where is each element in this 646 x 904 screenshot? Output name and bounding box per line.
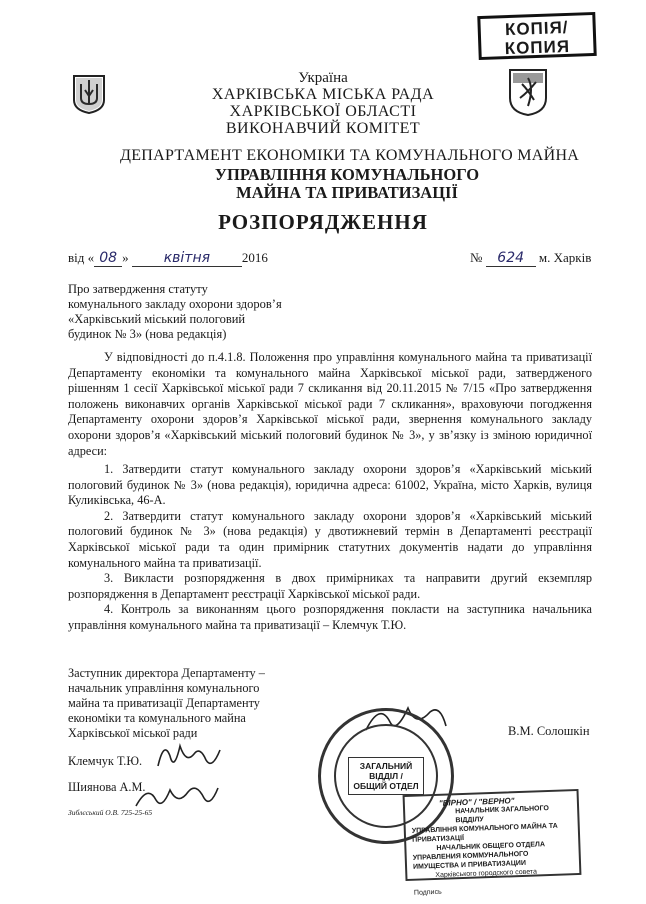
date-sep: » <box>122 250 129 265</box>
seal-line: ВІДДІЛ / <box>369 771 403 781</box>
item-1: 1. Затвердити статут комунального закладу охорони здоров’я «Харківський міський пологовий будинок № 3» (нова редакція), юридична адреса: 61002, Україна, місто Харків, вулиця Куликівська, 46-А. <box>68 462 592 508</box>
copy-stamp <box>477 12 596 60</box>
document-number <box>470 250 591 267</box>
stamp-line: НАЧАЛЬНИК ЗАГАЛЬНОГО ВІДДІЛУ <box>455 805 549 825</box>
document-subject <box>68 282 282 342</box>
item-4: 4. Контроль за виконанням цього розпорядження покласти на заступника начальника управління комунального майна та приватизації – Клемчук Т.Ю. <box>68 602 592 632</box>
subject-line: «Харківський міський пологовий <box>68 312 246 326</box>
executor-info: Зиблєський О.В. 725-25-65 <box>68 808 153 817</box>
header-department: ДЕПАРТАМЕНТ ЕКОНОМІКИ ТА КОМУНАЛЬНОГО МАЙНА <box>120 147 580 164</box>
header-management: УПРАВЛІННЯ КОМУНАЛЬНОГО МАЙНА ТА ПРИВАТИЗАЦІЇ <box>214 165 480 202</box>
item-3: 3. Викласти розпорядження в двох примірниках та направити другий екземпляр розпорядження в Департамент реєстрації Харківської міської ради. <box>68 571 592 601</box>
signatory-name: В.М. Солошкін <box>508 724 590 738</box>
signature-shyianova-icon <box>132 778 222 814</box>
date-prefix: від « <box>68 250 95 265</box>
number-city: м. Харків <box>538 250 592 265</box>
stamp-line: НАЧАЛЬНИК ОБЩЕГО ОТДЕЛА <box>436 841 546 852</box>
stamp-line: УПРАВЛЕНИЯ КОММУНАЛЬНОГО ИМУЩЕСТВА И ПРИВАТИЗАЦИИ <box>412 850 529 871</box>
verification-stamp <box>403 789 582 897</box>
seal-line: ОБЩИЙ ОТДЕЛ <box>353 781 419 791</box>
preamble-text: У відповідності до п.4.1.8. Положення про управління комунального майна та приватизації Департаменту економіки та комунального майна Харківської міської ради, затвердженого рішенням 1 сесії Харківської міської ради 7 скликання від 20.11.2015 № 7/15 «Про затвердження положень виконавчих органів Харківської міської ради 7 скликання», враховуючи погодження Департаменту охорони здоров’я Харківської міської ради, звернення комунального закладу охорони здоров’я «Харківський міський пологовий будинок № 3», у зв’язку із зміною юридичної адреси: <box>68 350 592 458</box>
stamp-line: Харківського городского совета <box>435 868 538 879</box>
approval-shyianova: Шиянова А.М. <box>68 780 146 794</box>
position-line: майна та приватизації Департаменту <box>68 696 260 710</box>
header-council: ХАРКІВСЬКА МІСЬКА РАДА <box>211 86 435 103</box>
date-day: 08 <box>94 250 122 267</box>
document-title: РОЗПОРЯДЖЕННЯ <box>218 210 428 234</box>
header-region: ХАРКІВСЬКОЇ ОБЛАСТІ <box>229 103 417 120</box>
header-committee: ВИКОНАВЧИЙ КОМІТЕТ <box>225 120 421 137</box>
document-preamble <box>68 350 592 459</box>
signature-klemchuk-icon <box>150 736 230 776</box>
approval-klemchuk: Клемчук Т.Ю. <box>68 754 143 768</box>
position-line: начальник управління комунального <box>68 681 260 695</box>
header-country: Україна <box>298 70 348 86</box>
position-line: економіки та комунального майна <box>68 711 246 725</box>
position-line: Харківської міської ради <box>68 726 198 740</box>
date-month: квітня <box>132 250 242 267</box>
number-prefix: № <box>470 250 483 265</box>
item-2: 2. Затвердити статут комунального закладу охорони здоров’я «Харківський міський пологовий будинок № 3» (нова редакція) у двотижневий термін в Департаменті реєстрації Харківської міської ради та один примірник статутних документів надати до управління комунального майна та приватизації. <box>68 508 592 570</box>
copy-stamp-line2: КОПИЯ <box>504 36 571 59</box>
signatory-position <box>68 666 265 741</box>
stamp-header: "ВІРНО" / "ВЕРНО" <box>438 796 515 808</box>
subject-line: Про затвердження статуту <box>68 282 208 296</box>
document-date <box>68 250 268 267</box>
copy-stamp-line1: КОПІЯ/ <box>504 17 569 40</box>
stamp-line: УПРАВЛІННЯ КОМУНАЛЬНОГО МАЙНА ТА ПРИВАТИЗАЦІЇ <box>411 822 558 844</box>
position-line: Заступник директора Департаменту – <box>68 666 265 680</box>
seal-label <box>348 757 423 795</box>
document-items <box>68 462 592 634</box>
date-year: 2016 <box>241 250 268 265</box>
subject-line: комунального закладу охорони здоров’я <box>68 297 282 311</box>
stamp-sign-label: Подпись <box>413 888 442 897</box>
seal-line: ЗАГАЛЬНИЙ <box>359 761 413 771</box>
subject-line: будинок № 3» (нова редакція) <box>68 327 227 341</box>
number-value: 624 <box>486 250 536 267</box>
